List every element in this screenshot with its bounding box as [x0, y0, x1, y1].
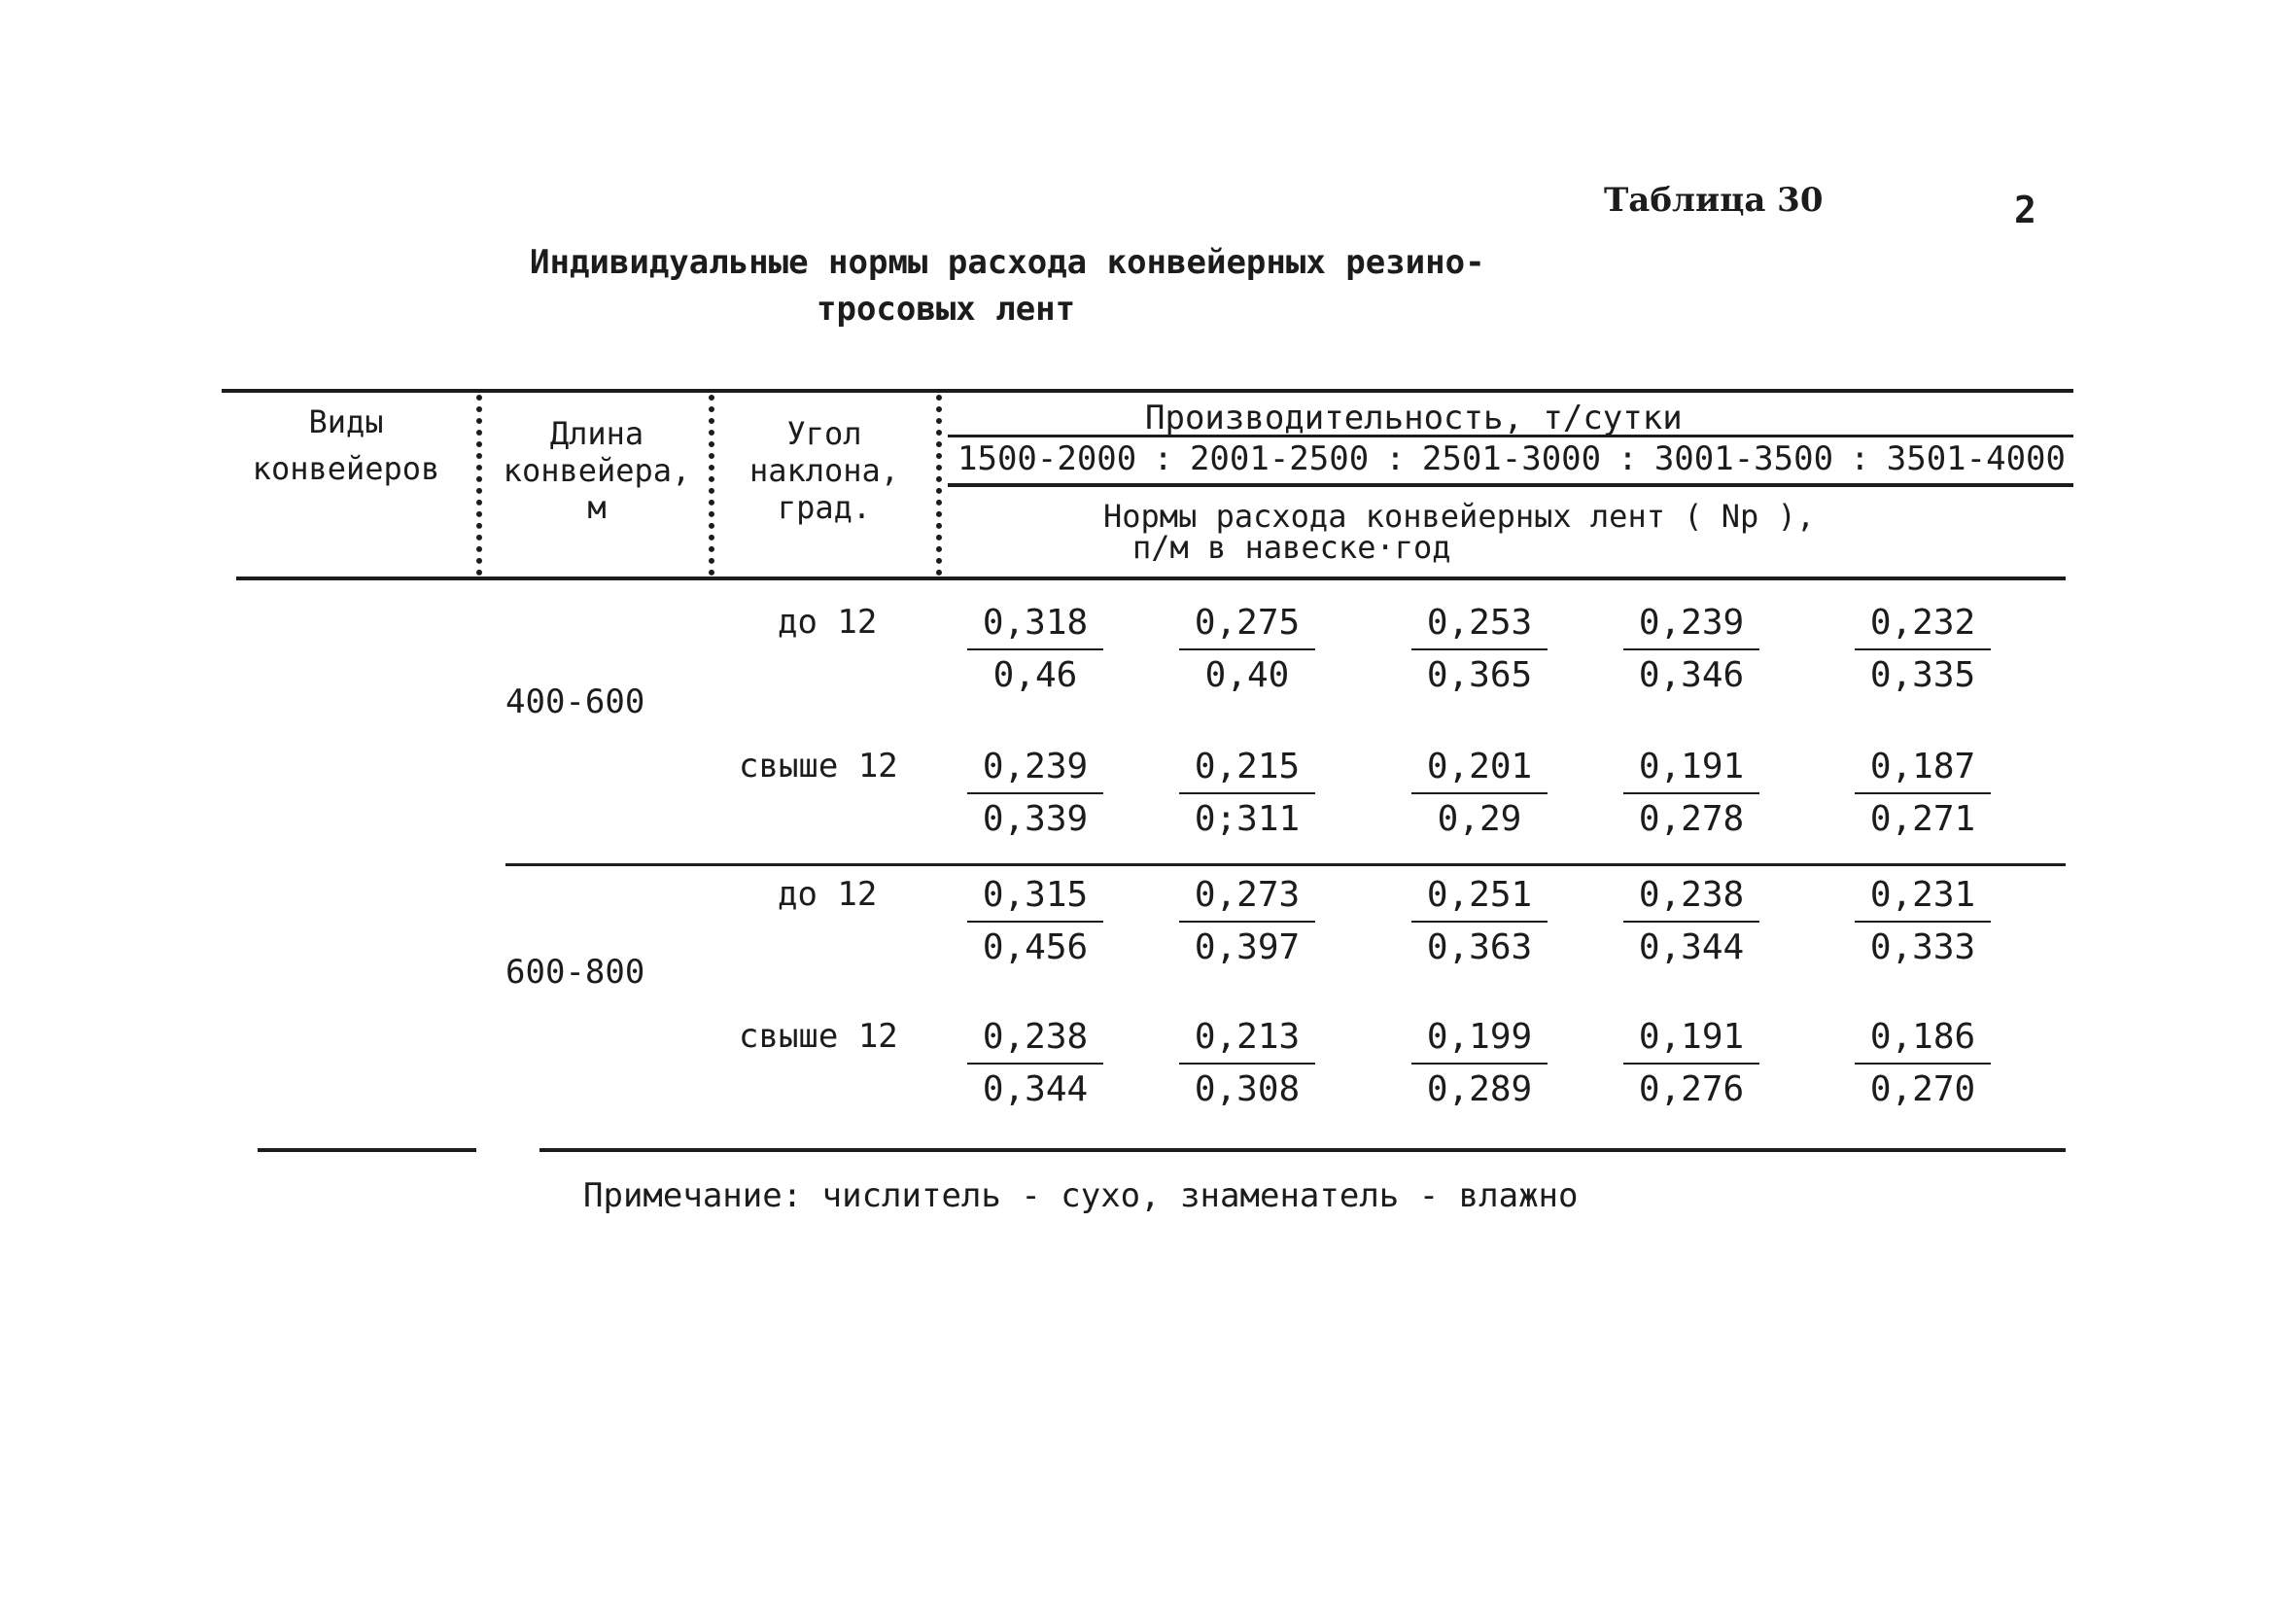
value-cell — [1411, 872, 1548, 971]
value-wet: 0,456 — [982, 927, 1089, 967]
value-dry: 0,213 — [1179, 1014, 1315, 1065]
value-cell — [1179, 744, 1315, 843]
value-dry: 0,273 — [1179, 872, 1315, 923]
table-note: Примечание: числитель - сухо, знаменатель - влажно — [583, 1176, 1579, 1215]
value-cell — [967, 600, 1103, 699]
table-title-line1: Индивидуальные нормы расхода конвейерных резино- — [530, 243, 1485, 282]
value-dry: 0,239 — [1623, 600, 1759, 650]
value-cell — [1855, 1014, 1991, 1113]
value-cell — [967, 744, 1103, 843]
value-cell — [1179, 1014, 1315, 1113]
value-dry: 0,187 — [1855, 744, 1991, 794]
value-cell — [1179, 872, 1315, 971]
value-wet: 0,289 — [1426, 1069, 1533, 1109]
header-conveyor-length-line3: м — [587, 489, 607, 526]
group-separator-rule — [505, 863, 2066, 866]
range-separator: : — [1850, 439, 1870, 478]
header-productivity: Производительность, т/сутки — [1145, 399, 1683, 437]
value-dry: 0,275 — [1179, 600, 1315, 650]
value-wet: 0,46 — [992, 655, 1078, 695]
value-dry: 0,251 — [1411, 872, 1548, 923]
header-incline-angle — [721, 415, 927, 526]
value-dry: 0,238 — [967, 1014, 1103, 1065]
value-wet: 0,339 — [982, 799, 1089, 839]
value-dry: 0,231 — [1855, 872, 1991, 923]
header-conveyor-length-line2: конвейера, — [503, 452, 691, 489]
column-divider-2 — [709, 395, 714, 576]
value-wet: 0,363 — [1426, 927, 1533, 967]
range-5: 3501-4000 — [1886, 439, 2066, 478]
ranges-rule — [948, 483, 2073, 487]
value-wet: 0,346 — [1638, 655, 1745, 695]
range-separator: : — [1153, 439, 1173, 478]
column-divider-1 — [476, 395, 482, 576]
header-incline-angle-line2: наклона, — [748, 452, 900, 489]
value-wet: 0,270 — [1869, 1069, 1976, 1109]
bottom-rule-left — [258, 1148, 476, 1152]
range-1: 1500-2000 — [957, 439, 1137, 478]
length-group-1: 400-600 — [505, 682, 645, 721]
header-norms-line2: п/м в навеске·год — [1132, 529, 1451, 566]
value-dry: 0,201 — [1411, 744, 1548, 794]
header-conveyor-types-line1: Виды — [308, 403, 384, 440]
value-dry: 0,318 — [967, 600, 1103, 650]
header-productivity-ranges — [957, 439, 2066, 478]
value-dry: 0,239 — [967, 744, 1103, 794]
range-4: 3001-3500 — [1653, 439, 1834, 478]
value-cell — [967, 872, 1103, 971]
value-wet: 0,335 — [1869, 655, 1976, 695]
value-wet: 0,29 — [1437, 799, 1522, 839]
value-wet: 0,278 — [1638, 799, 1745, 839]
value-dry: 0,186 — [1855, 1014, 1991, 1065]
header-top-rule — [222, 389, 2073, 393]
header-bottom-rule — [236, 576, 2066, 580]
value-cell — [1855, 600, 1991, 699]
angle-label: до 12 — [778, 603, 878, 642]
value-wet: 0,271 — [1869, 799, 1976, 839]
value-cell — [1411, 1014, 1548, 1113]
value-cell — [1623, 1014, 1759, 1113]
header-conveyor-length — [494, 415, 700, 526]
value-cell — [1411, 744, 1548, 843]
value-wet: 0,365 — [1426, 655, 1533, 695]
column-divider-3 — [936, 395, 942, 576]
value-wet: 0;311 — [1194, 799, 1301, 839]
value-wet: 0,344 — [982, 1069, 1089, 1109]
header-incline-angle-line1: Угол — [786, 415, 862, 452]
header-conveyor-length-line1: Длина — [549, 415, 644, 452]
value-wet: 0,276 — [1638, 1069, 1745, 1109]
value-cell — [1411, 600, 1548, 699]
value-cell — [967, 1014, 1103, 1113]
value-wet: 0,397 — [1194, 927, 1301, 967]
range-3: 2501-3000 — [1421, 439, 1602, 478]
table-title-line2: тросовых лент — [817, 290, 1076, 329]
bottom-rule-right — [539, 1148, 2066, 1152]
value-dry: 0,232 — [1855, 600, 1991, 650]
angle-label: свыше 12 — [739, 747, 898, 786]
value-dry: 0,199 — [1411, 1014, 1548, 1065]
value-cell — [1623, 600, 1759, 699]
angle-label: до 12 — [778, 875, 878, 914]
value-cell — [1855, 744, 1991, 843]
value-cell — [1623, 872, 1759, 971]
value-dry: 0,191 — [1623, 1014, 1759, 1065]
header-conveyor-types — [233, 399, 459, 492]
value-dry: 0,253 — [1411, 600, 1548, 650]
header-conveyor-types-line2: конвейеров — [252, 450, 440, 487]
value-cell — [1179, 600, 1315, 699]
header-incline-angle-line3: град. — [777, 489, 872, 526]
value-wet: 0,333 — [1869, 927, 1976, 967]
angle-label: свыше 12 — [739, 1017, 898, 1056]
range-2: 2001-2500 — [1189, 439, 1370, 478]
value-wet: 0,308 — [1194, 1069, 1301, 1109]
value-cell — [1855, 872, 1991, 971]
value-wet: 0,344 — [1638, 927, 1745, 967]
value-dry: 0,315 — [967, 872, 1103, 923]
range-separator: : — [1385, 439, 1406, 478]
value-cell — [1623, 744, 1759, 843]
length-group-2: 600-800 — [505, 953, 645, 992]
value-dry: 0,191 — [1623, 744, 1759, 794]
range-separator: : — [1618, 439, 1638, 478]
value-wet: 0,40 — [1204, 655, 1290, 695]
table-label: Таблица 30 — [1604, 181, 1824, 220]
page-mark: 2 — [2014, 189, 2036, 231]
value-dry: 0,215 — [1179, 744, 1315, 794]
value-dry: 0,238 — [1623, 872, 1759, 923]
header-norms-line1: Нормы расхода конвейерных лент ( Np ), — [1103, 498, 1816, 535]
